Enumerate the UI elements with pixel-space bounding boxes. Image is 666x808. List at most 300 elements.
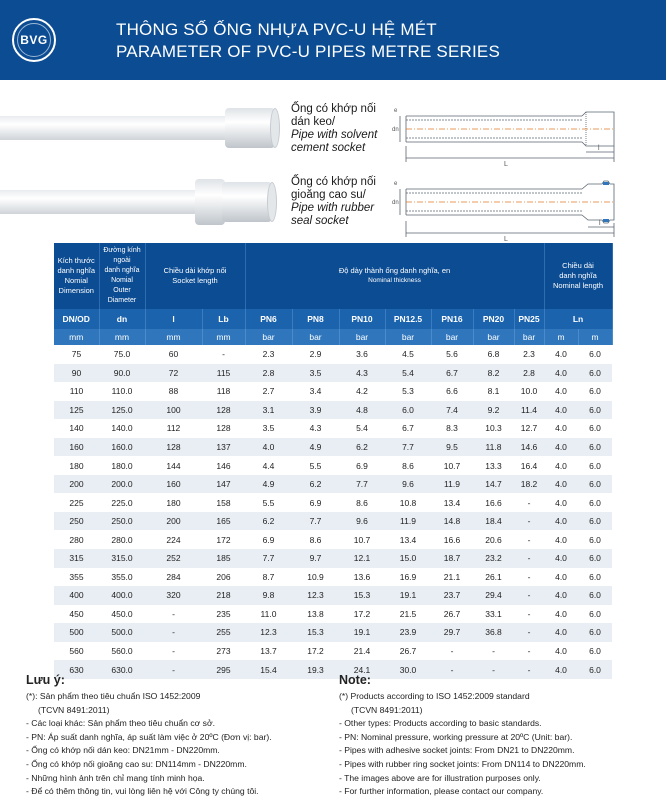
sub-dn: dn [99,309,145,329]
table-cell: 280 [54,530,99,549]
drawing-label-e: e [394,108,398,114]
notes-en-title: Note: [339,673,371,687]
table-cell: - [145,642,202,661]
unit-cell: mm [145,329,202,345]
table-cell: 9.6 [339,512,385,531]
table-cell: 500.0 [99,623,145,642]
table-cell: 315 [54,549,99,568]
table-cell: 4.0 [544,493,578,512]
table-cell: 8.3 [431,419,473,438]
table-cell: 250.0 [99,512,145,531]
table-cell: 10.7 [339,530,385,549]
notes-vn-line: - Những hình ảnh trên chỉ mang tính minh họa. [26,772,205,783]
pipe-rubber-label-vn2: gioăng cao su/ [291,189,366,201]
table-cell: 4.8 [339,401,385,420]
unit-cell: mm [99,329,145,345]
table-cell: - [514,549,544,568]
pipe-solvent-image [0,108,290,148]
table-cell: 6.7 [431,364,473,383]
header-socket-length: Chiều dài khớp nối Socket length [145,243,245,309]
sub-lb: Lb [202,309,245,329]
unit-cell: bar [339,329,385,345]
table-row [54,530,612,549]
table-cell: 5.4 [339,419,385,438]
table-cell: 2.8 [514,364,544,383]
table-cell: 355.0 [99,568,145,587]
table-cell: 4.0 [544,530,578,549]
table-cell: 4.0 [544,456,578,475]
table-cell: 218 [202,586,245,605]
notes-vn-line: - Để có thêm thông tin, vui lòng liên hệ với Công ty chúng tôi. [26,786,259,797]
table-cell: 115 [202,364,245,383]
table-cell: 4.0 [544,642,578,661]
table-cell: - [431,660,473,679]
table-cell: 125.0 [99,401,145,420]
table-cell: 16.6 [473,493,514,512]
table-cell: 6.7 [385,419,431,438]
header-banner [0,0,666,80]
table-cell: 24.1 [339,660,385,679]
pipe-solvent-label-vn2: dán keo/ [291,116,336,128]
pipe-solvent-label-vn1: Ống có khớp nối [291,103,376,115]
table-cell: 11.9 [431,475,473,494]
drawing-label-l: l [598,145,600,152]
table-cell: 146 [202,456,245,475]
table-cell: 4.2 [339,382,385,401]
table-cell: 8.6 [385,456,431,475]
table-cell: 137 [202,438,245,457]
sub-pn8: PN8 [292,309,339,329]
sub-pn16: PN16 [431,309,473,329]
table-cell: 8.6 [292,530,339,549]
table-cell: - [514,530,544,549]
sub-l: l [145,309,202,329]
table-cell: 6.0 [578,401,612,420]
table-cell: - [202,345,245,364]
table-cell: 33.1 [473,605,514,624]
table-cell: 3.4 [292,382,339,401]
table-cell: 4.0 [544,512,578,531]
table-cell: 128 [145,438,202,457]
unit-cell: m [578,329,612,345]
drawing2-label-L: L [504,236,508,243]
table-cell: 6.9 [339,456,385,475]
table-cell: 355 [54,568,99,587]
table-cell: 8.1 [473,382,514,401]
table-cell: 320 [145,586,202,605]
table-cell: 6.8 [473,345,514,364]
table-cell: 224 [145,530,202,549]
pipe-rubber-label-en2: seal socket [291,215,349,227]
notes-vn-line: - PN: Áp suất danh nghĩa, áp suất làm việc ở 20ºC (Đơn vị: bar). [26,731,272,742]
header-nominal-length: Chiều dài danh nghĩa Nominal length [544,243,612,309]
table-cell: 7.7 [339,475,385,494]
table-cell: 4.0 [544,475,578,494]
sub-pn25: PN25 [514,309,544,329]
table-cell: 8.6 [339,493,385,512]
header-nominal-dimension: Kích thước danh nghĩa Nomial Dimension [54,243,99,309]
table-cell: 5.5 [245,493,292,512]
table-cell: 3.1 [245,401,292,420]
table-cell: - [514,512,544,531]
page-title-en: PARAMETER OF PVC-U PIPES METRE SERIES [116,42,500,61]
table-cell: 18.2 [514,475,544,494]
table-cell: 4.0 [544,549,578,568]
notes-en [339,672,639,799]
table-cell: 165 [202,512,245,531]
table-row [54,549,612,568]
table-cell: 21.1 [431,568,473,587]
table-cell: 450 [54,605,99,624]
table-cell: 140.0 [99,419,145,438]
table-cell: - [514,660,544,679]
table-cell: 18.4 [473,512,514,531]
table-cell: 14.7 [473,475,514,494]
table-cell: 6.0 [578,419,612,438]
table-cell: 180.0 [99,456,145,475]
notes-en-line: - Other types: Products according to basic standards. [339,718,542,729]
table-cell: 60 [145,345,202,364]
unit-cell: mm [54,329,99,345]
table-cell: 29.7 [431,623,473,642]
notes-vn-line: - Các loại khác: Sản phẩm theo tiêu chuẩn cơ sở. [26,718,215,729]
table-cell: 6.0 [578,493,612,512]
table-cell: - [514,605,544,624]
table-row [54,345,612,364]
table-cell: 4.5 [385,345,431,364]
table-cell: 13.4 [431,493,473,512]
table-cell: 14.6 [514,438,544,457]
table-cell: 17.2 [339,605,385,624]
table-cell: 2.8 [245,364,292,383]
table-cell: 6.6 [431,382,473,401]
table-cell: 128 [202,401,245,420]
table-cell: 88 [145,382,202,401]
table-cell: 6.0 [578,345,612,364]
table-cell: 4.4 [245,456,292,475]
table-cell: 90 [54,364,99,383]
table-cell: 8.2 [473,364,514,383]
table-cell: 2.7 [245,382,292,401]
bvg-logo [12,18,56,62]
table-cell: 6.0 [578,568,612,587]
table-cell: 11.8 [473,438,514,457]
table-cell: 30.0 [385,660,431,679]
table-cell: 400 [54,586,99,605]
table-row [54,364,612,383]
table-cell: 560.0 [99,642,145,661]
table-cell: 17.2 [292,642,339,661]
header-outer-diameter: Đường kính ngoài danh nghĩa Nomial Outer Diameter [99,243,145,309]
table-cell: 4.0 [544,586,578,605]
table-row [54,382,612,401]
table-cell: 630.0 [99,660,145,679]
drawing-label-L: L [504,161,508,168]
table-cell: 16.6 [431,530,473,549]
table-cell: 6.0 [578,623,612,642]
pipe-rubber-label-en1: Pipe with rubber [291,202,375,214]
table-cell: 7.7 [292,512,339,531]
table-cell: 5.4 [385,364,431,383]
unit-cell: bar [473,329,514,345]
notes-en-line: - Pipes with rubber ring socket joints: From DN114 to DN220mm. [339,758,586,769]
table-cell: 110.0 [99,382,145,401]
table-cell: 75.0 [99,345,145,364]
table-cell: 10.7 [431,456,473,475]
table-cell: - [145,660,202,679]
table-cell: 12.1 [339,549,385,568]
table-cell: 9.8 [245,586,292,605]
table-cell: 4.3 [292,419,339,438]
table-cell: 15.3 [292,623,339,642]
table-cell: 6.0 [578,475,612,494]
table-cell: 6.0 [578,530,612,549]
table-cell: 19.1 [339,623,385,642]
table-cell: 13.6 [339,568,385,587]
table-cell: 4.0 [544,419,578,438]
table-cell: 15.0 [385,549,431,568]
table-cell: 284 [145,568,202,587]
table-cell: 185 [202,549,245,568]
unit-cell: mm [202,329,245,345]
notes-en-line: - For further information, please contact our company. [339,786,544,797]
sub-pn10: PN10 [339,309,385,329]
table-cell: - [145,605,202,624]
table-cell: 23.2 [473,549,514,568]
table-cell: 10.3 [473,419,514,438]
table-cell: 4.0 [544,364,578,383]
table-cell: 26.1 [473,568,514,587]
pipe-solvent-drawing [392,100,622,170]
table-cell: 6.0 [578,586,612,605]
table-cell: 4.0 [544,345,578,364]
table-cell: 160 [145,475,202,494]
table-row [54,623,612,642]
table-cell: 3.6 [339,345,385,364]
table-row [54,419,612,438]
table-cell: 6.0 [578,605,612,624]
table-cell: 11.0 [245,605,292,624]
table-cell: 14.8 [431,512,473,531]
table-cell: 6.9 [245,530,292,549]
sub-pn6: PN6 [245,309,292,329]
table-cell: 36.8 [473,623,514,642]
table-cell: - [431,642,473,661]
table-cell: 225.0 [99,493,145,512]
table-cell: 6.0 [578,660,612,679]
table-cell: 10.9 [292,568,339,587]
logo-text: BVG [20,33,48,47]
table-cell: 16.4 [514,456,544,475]
notes-vn-line: (TCVN 8491:2011) [38,704,110,715]
table-cell: 4.0 [544,438,578,457]
table-cell: 140 [54,419,99,438]
table-cell: 26.7 [431,605,473,624]
notes-vn-line: - Ống có khớp nối dán keo: DN21mm - DN220mm. [26,745,220,756]
drawing2-label-dn: dn [392,200,399,206]
header-symbol-row [54,309,612,329]
unit-cell: bar [431,329,473,345]
drawing2-label-e: e [394,181,398,187]
table-cell: 15.3 [339,586,385,605]
table-cell: 6.0 [578,456,612,475]
table-cell: 4.9 [245,475,292,494]
table-cell: 315.0 [99,549,145,568]
table-cell: 235 [202,605,245,624]
table-cell: 6.2 [245,512,292,531]
table-cell: 6.2 [292,475,339,494]
table-cell: 6.0 [578,382,612,401]
table-cell: 4.9 [292,438,339,457]
table-cell: 10.8 [385,493,431,512]
table-cell: 15.4 [245,660,292,679]
pipe-solvent-label [291,103,377,155]
table-cell: 160.0 [99,438,145,457]
pipe-solvent-label-en1: Pipe with solvent [291,129,378,141]
table-cell: 12.3 [245,623,292,642]
table-cell: 112 [145,419,202,438]
table-cell: 10.0 [514,382,544,401]
table-cell: 560 [54,642,99,661]
table-cell: 3.9 [292,401,339,420]
table-cell: 5.5 [292,456,339,475]
table-cell: - [473,642,514,661]
table-cell: 158 [202,493,245,512]
unit-cell: bar [245,329,292,345]
table-cell: 280.0 [99,530,145,549]
drawing-label-dn: dn [392,127,399,133]
table-cell: 7.7 [385,438,431,457]
table-cell: 19.1 [385,586,431,605]
table-row [54,401,612,420]
notes-vn [26,672,326,799]
table-cell: 26.7 [385,642,431,661]
pipe-solvent-label-en2: cement socket [291,142,366,154]
table-cell: 200 [54,475,99,494]
table-cell: 100 [145,401,202,420]
table-cell: - [514,493,544,512]
sub-dnod: DN/OD [54,309,99,329]
table-cell: 11.4 [514,401,544,420]
table-cell: 5.3 [385,382,431,401]
table-cell: 180 [54,456,99,475]
table-cell: 4.0 [544,605,578,624]
table-cell: 21.4 [339,642,385,661]
table-cell: 12.7 [514,419,544,438]
table-cell: 450.0 [99,605,145,624]
table-cell: 250 [54,512,99,531]
table-cell: 20.6 [473,530,514,549]
table-cell: 2.9 [292,345,339,364]
table-cell: 4.0 [544,660,578,679]
table-row [54,512,612,531]
table-cell: 180 [145,493,202,512]
table-cell: 147 [202,475,245,494]
table-cell: 23.7 [431,586,473,605]
header-unit-row [54,329,612,345]
table-cell: 4.0 [544,623,578,642]
header-nominal-thickness: Độ dày thành ống danh nghĩa, en Nominal thickness [245,243,544,309]
table-cell: 206 [202,568,245,587]
page-title-vn: THÔNG SỐ ỐNG NHỰA PVC-U HỆ MÉT [116,20,437,39]
pipe-rubber-label-vn1: Ống có khớp nối [291,176,376,188]
table-row [54,605,612,624]
pipe-rubber-image [0,182,290,222]
table-cell: - [514,568,544,587]
table-cell: 4.0 [245,438,292,457]
table-cell: 200.0 [99,475,145,494]
table-cell: 4.0 [544,382,578,401]
table-cell: 118 [202,382,245,401]
notes-vn-title: Lưu ý: [26,673,65,687]
table-cell: 21.5 [385,605,431,624]
unit-cell: m [544,329,578,345]
unit-cell: bar [385,329,431,345]
table-cell: - [145,623,202,642]
table-cell: 6.0 [578,512,612,531]
table-cell: 9.7 [292,549,339,568]
table-cell: 72 [145,364,202,383]
table-cell: 160 [54,438,99,457]
table-cell: 2.3 [514,345,544,364]
notes-en-line: (TCVN 8491:2011) [351,704,423,715]
table-cell: 90.0 [99,364,145,383]
table-cell: 75 [54,345,99,364]
table-cell: 295 [202,660,245,679]
table-cell: 2.3 [245,345,292,364]
table-cell: 3.5 [245,419,292,438]
notes-en-line: - Pipes with adhesive socket joints: From DN21 to DN220mm. [339,745,575,756]
table-cell: 630 [54,660,99,679]
unit-cell: bar [292,329,339,345]
notes-en-line: (*) Products according to ISO 1452:2009 standard [339,691,530,701]
table-cell: 13.7 [245,642,292,661]
notes-en-line: - PN: Nominal pressure, working pressure at 20ºC (Unit: bar). [339,731,573,742]
table-cell: 19.3 [292,660,339,679]
table-row [54,493,612,512]
table-cell: 252 [145,549,202,568]
table-cell: 6.0 [578,364,612,383]
table-cell: 172 [202,530,245,549]
table-cell: 9.2 [473,401,514,420]
pipe-rubber-label [291,176,376,228]
table-cell: 125 [54,401,99,420]
table-cell: 6.2 [339,438,385,457]
table-cell: 9.6 [385,475,431,494]
sub-pn20: PN20 [473,309,514,329]
table-cell: 225 [54,493,99,512]
table-cell: 6.0 [578,642,612,661]
table-cell: 8.7 [245,568,292,587]
notes-en-line: - The images above are for illustration purposes only. [339,772,541,783]
table-cell: 4.0 [544,568,578,587]
table-cell: 400.0 [99,586,145,605]
table-cell: 16.9 [385,568,431,587]
table-row [54,568,612,587]
table-cell: 23.9 [385,623,431,642]
table-cell: 3.5 [292,364,339,383]
table-cell: 6.9 [292,493,339,512]
table-cell: 7.4 [431,401,473,420]
table-cell: - [514,642,544,661]
table-row [54,642,612,661]
table-cell: 200 [145,512,202,531]
table-row [54,438,612,457]
table-cell: 5.6 [431,345,473,364]
spec-table-body [54,345,612,679]
sub-ln: Ln [544,309,612,329]
table-cell: 12.3 [292,586,339,605]
